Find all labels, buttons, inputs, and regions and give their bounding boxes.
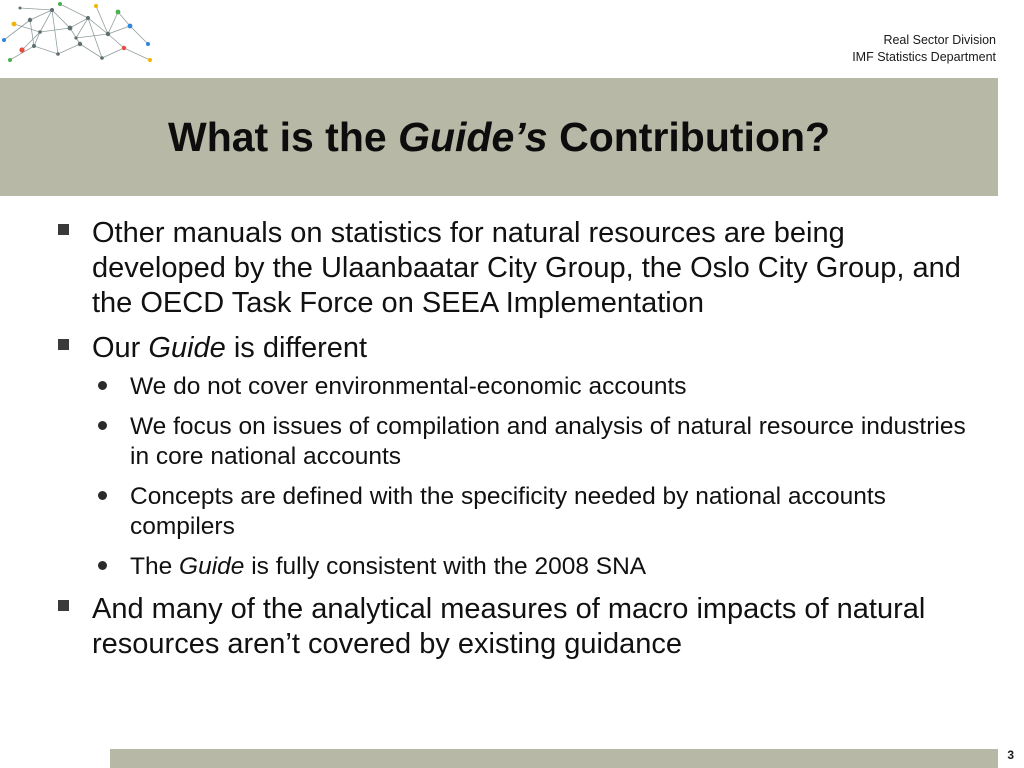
division-label: Real Sector Division: [883, 33, 996, 47]
round-bullet-icon: [98, 491, 107, 500]
bullet-item: [56, 216, 986, 321]
square-bullet-icon: [58, 224, 69, 235]
sub-bullet-item: [56, 482, 986, 542]
sub-bullet-item: [56, 372, 986, 402]
bullet-text-emphasis: Guide: [148, 332, 226, 364]
page-number: 3: [1007, 748, 1014, 762]
bullet-item: [56, 331, 986, 366]
title-part-after: Contribution?: [547, 114, 831, 160]
sub-bullet-text-emphasis: Guide: [179, 553, 245, 580]
department-label: IMF Statistics Department: [852, 50, 996, 64]
slide-content: [56, 216, 986, 672]
bullet-text: And many of the analytical measures of macro impacts of natural resources aren’t covered by existing guidance: [92, 593, 926, 660]
round-bullet-icon: [98, 421, 107, 430]
round-bullet-icon: [98, 561, 107, 570]
square-bullet-icon: [58, 600, 69, 611]
organization-header: [852, 32, 996, 66]
round-bullet-icon: [98, 381, 107, 390]
network-logo-graphic: [0, 0, 160, 78]
bullet-text-after: is different: [225, 332, 368, 364]
sub-bullet-text-after: is fully consistent with the 2008 SNA: [244, 553, 647, 580]
bullet-text-before: Our: [92, 332, 149, 364]
sub-bullet-text: We focus on issues of compilation and analysis of natural resource industries in core national accounts: [130, 413, 966, 470]
slide-title: [168, 110, 830, 164]
title-part-emphasis: Guide’s: [398, 114, 548, 160]
bullet-item: [56, 592, 986, 662]
sub-bullet-item: [56, 552, 986, 582]
footer-bar: [110, 749, 998, 768]
sub-bullet-list: [56, 372, 986, 582]
title-part-before: What is the: [168, 114, 399, 160]
bullet-text: Other manuals on statistics for natural resources are being developed by the Ulaanbaatar City Group, the Oslo City Group, and the OECD Task Force on SEEA Implementation: [92, 217, 961, 319]
sub-bullet-text: Concepts are defined with the specificity needed by national accounts compilers: [130, 483, 886, 540]
sub-bullet-text-before: The: [130, 553, 180, 580]
square-bullet-icon: [58, 339, 69, 350]
sub-bullet-text: We do not cover environmental-economic accounts: [130, 373, 687, 400]
sub-bullet-item: [56, 412, 986, 472]
